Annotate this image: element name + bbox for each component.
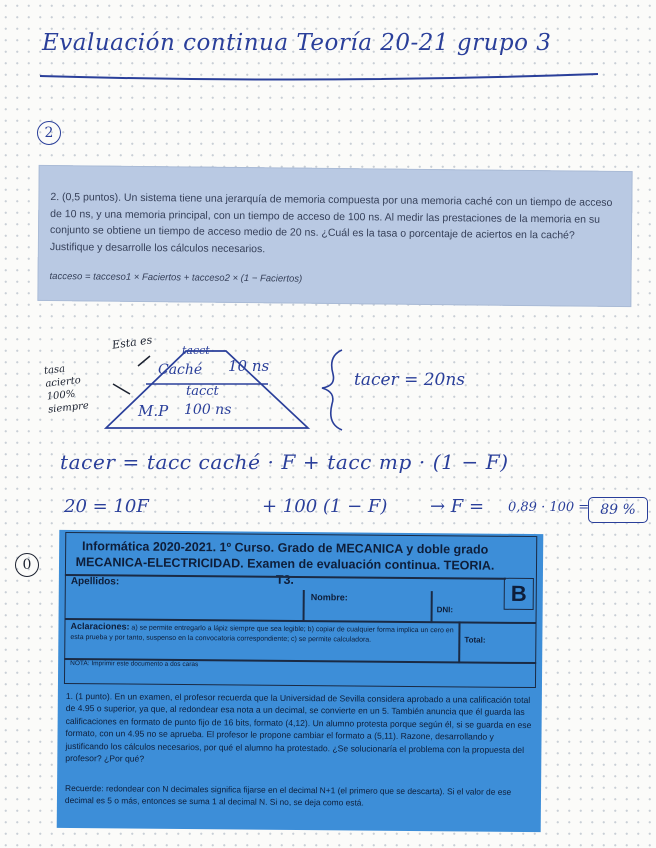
pyramid-mp-tacct: tacct: [186, 384, 219, 399]
side-note-left: tasa acierto 100% siempre: [43, 363, 90, 416]
total-label: Total:: [464, 635, 486, 645]
pyramid-mp-name: M.P: [138, 402, 169, 420]
nota-text: NOTA: Imprimir este documento a dos caras: [70, 659, 199, 669]
pyramid-cache-tacct: tacct: [182, 344, 210, 357]
exam-photo: [57, 530, 544, 832]
equation-2-boxed-result: 89 %: [600, 502, 636, 518]
aclaraciones-label: Aclaraciones:: [70, 620, 130, 632]
pyramid-cache-name: Caché: [158, 362, 203, 378]
pyramid-cache-time: 10 ns: [228, 357, 270, 375]
page-title: Evaluación continua Teoría 20-21 grupo 3: [42, 30, 552, 56]
dni-label: DNI:: [436, 605, 454, 615]
total-divider: [458, 621, 460, 663]
exam-title: Informática 2020-2021. 1º Curso. Grado de MECANICA y doble grado MECANICA-ELECTRICIDAD. Examen de evaluación continua. TEORIA. T3.: [75, 539, 495, 587]
pyramid-mp-time: 100 ns: [184, 402, 232, 418]
question-2-text: 2. (0,5 puntos). Un sistema tiene una jerarquía de memoria compuesta por una memoria caché con un tiempo de acceso de 10 ns, y una memoria principal, con un tiempo de acceso de 100 ns. Al medir las prestaciones de la memoria en su conjunto se obtiene un tiempo de acceso medio de 20 ns. ¿Cuál es la tasa o porcentaje de aciertos en la caché? Justifique y desarrolle los cálculos necesarios.: [49, 191, 613, 256]
section-0-number-circle: [15, 553, 39, 577]
tacer-note: tacer = 20ns: [354, 370, 466, 390]
exam-recuerde: Recuerde: redondear con N decimales significa fijarse en el decimal N+1 (el primero que se descarta). Si el valor de ese decimal es 5 o más, entonces se suma 1 al decimal N. Si no, se deja como está.: [64, 782, 512, 808]
section-0-number: 0: [22, 557, 32, 573]
section-2-number: 2: [44, 125, 54, 141]
equation-2-box: [588, 497, 648, 523]
exam-letter: B: [510, 580, 527, 606]
equation-2-left: 20 = 10F: [64, 496, 149, 517]
side-note-top: Esta es: [111, 333, 154, 352]
apellidos-label: Apellidos:: [70, 575, 120, 588]
equation-2-mid: + 100 (1 − F): [262, 496, 388, 517]
question-2-formula: tacceso = tacceso1 × Faciertos + tacceso2 × (1 − Faciertos): [49, 271, 303, 285]
dni-divider: [431, 591, 433, 623]
aclaraciones-text: a) se permite entregarlo a lápiz siempre que sea legible; b) copiar de cualquier forma implica un cero en esta prueba y por tanto, suspenso en la convocatoria correspondiente; c) se permite calculadora.: [70, 624, 454, 644]
nombre-label: Nombre:: [310, 592, 348, 603]
equation-1: tacer = tacc caché · F + tacc mp · (1 − F): [60, 450, 509, 474]
equation-2-arrow: → F =: [430, 496, 485, 517]
exam-question-1: 1. (1 punto). En un examen, el profesor recuerda que la Universidad de Sevilla considera aprobado a una calificación total de 4.95 o superior, ya que, al redondear esa nota a un decimal, se convierte en un 5. También anuncia que él guarda las calificaciones en formato de punto fijo de 16 bits, formato (4,12). Un alumno protesta porque según él, si se guarda en ese formato, con un 4.95 no se aprueba. El profesor le propone cambiar el formato a (5,11). Razone, desarrollando y justificando los cálculos necesarios, por qué el alumno ha protestado. ¿Se solucionaría el problema con la propuesta del profesor? ¿Por qué?: [65, 690, 532, 764]
exam-letter-box: [504, 578, 534, 610]
equation-2-result: 0,89 · 100 =: [508, 500, 590, 515]
aclaraciones: [70, 622, 456, 645]
nombre-divider: [303, 590, 305, 622]
